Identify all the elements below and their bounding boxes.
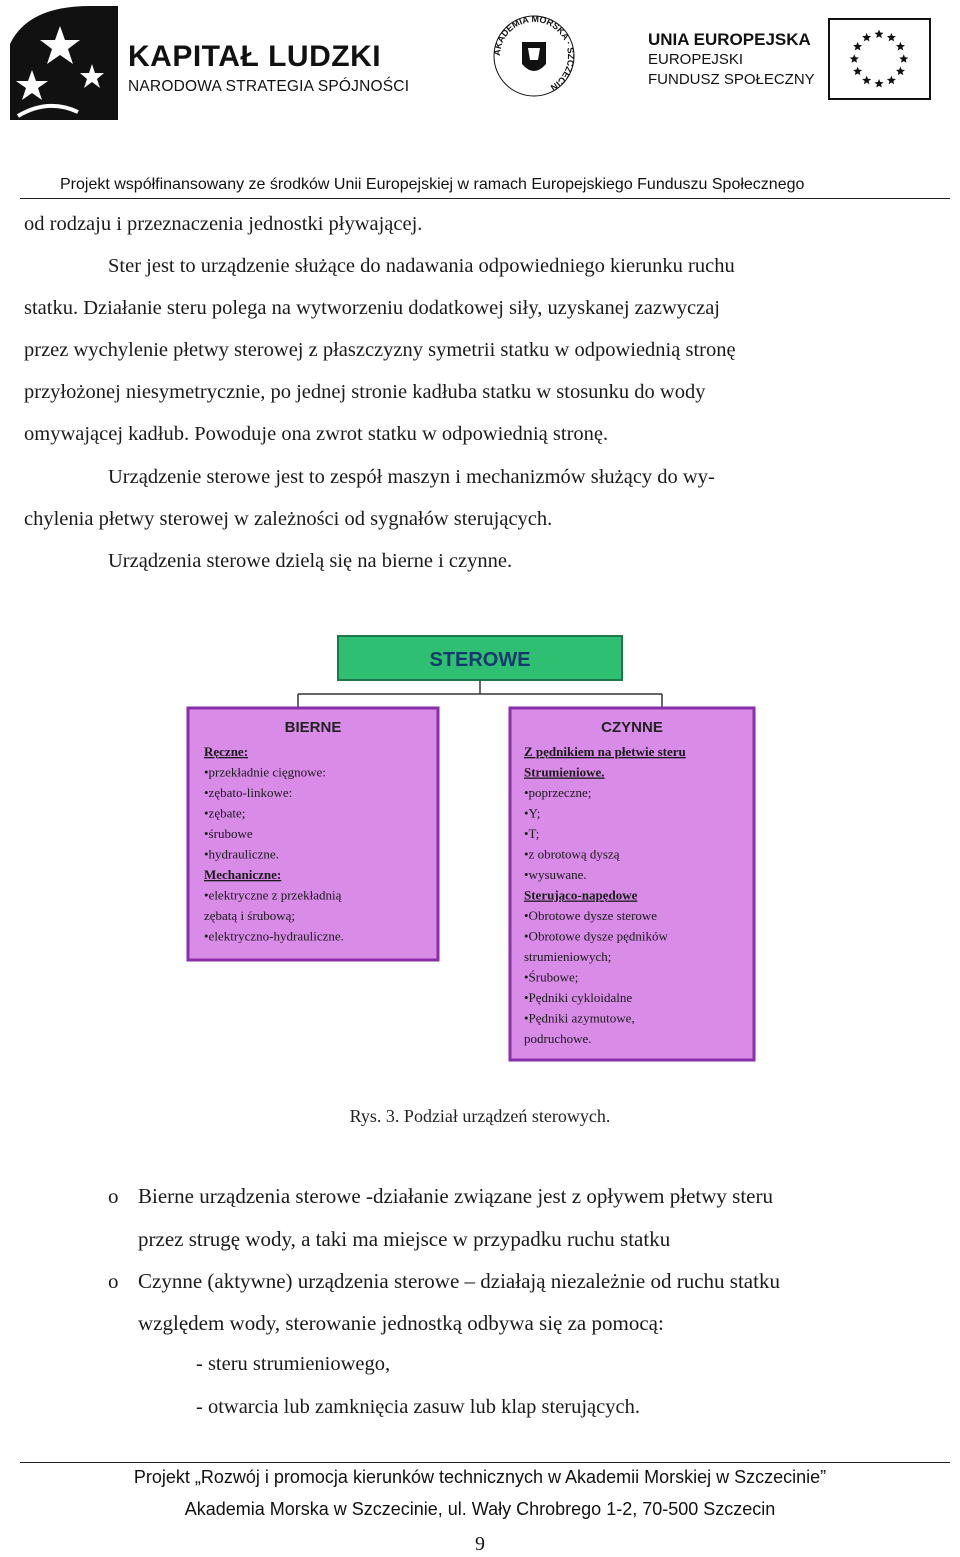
right-box-item: •poprzeczne; [524, 785, 592, 800]
left-box-item: zębatą i śrubową; [204, 908, 295, 923]
bullet-marker: o [108, 1184, 119, 1208]
eu-line-1: UNIA EUROPEJSKA [648, 30, 811, 49]
eu-line-3: FUNDUSZ SPOŁECZNY [648, 71, 815, 88]
root-label: STEROWE [429, 649, 531, 671]
right-box-item: •z obrotową dyszą [524, 846, 620, 862]
paragraph-2-line-2: chylenia płetwy sterowej w zależności od sygnałów sterujących. [24, 508, 553, 530]
left-box-title: BIERNE [284, 719, 342, 736]
right-box [510, 708, 754, 1060]
eu-star-icon [850, 54, 859, 63]
left-box-item: •zębato-linkowe: [204, 785, 293, 800]
paragraph-2-line-1: Urządzenie sterowe jest to zespół maszyn i mechanizmów służący do wy- [108, 466, 715, 488]
left-box-item: •elektryczne z przekładnią [204, 887, 342, 903]
sub-item-2: - otwarcia lub zamknięcia zasuw lub klap sterujących. [196, 1396, 640, 1418]
paragraph-1-line-5: omywającej kadłub. Powoduje ona zwrot statku w odpowiednią stronę. [24, 423, 609, 445]
right-box-item: podruchowe. [524, 1031, 592, 1046]
right-box-title: CZYNNE [601, 719, 663, 736]
left-box-item: •elektryczno-hydrauliczne. [204, 928, 344, 944]
footer-address: Akademia Morska w Szczecinie, ul. Wały Chrobrego 1-2, 70-500 Szczecin [184, 1499, 776, 1519]
right-box-item: •Y; [524, 805, 541, 821]
header-divider [20, 198, 950, 199]
bullet-2-line-1: Czynne (aktywne) urządzenia sterowe – działają niezależnie od ruchu statku [138, 1269, 780, 1293]
akademia-morska-seal [492, 14, 576, 98]
right-box-item: •Obrotowe dysze sterowe [524, 908, 658, 923]
eu-star-icon [862, 76, 871, 85]
eu-star-icon [887, 33, 896, 42]
eu-star-icon [874, 79, 883, 88]
eu-star-icon [853, 67, 862, 76]
paragraph-continuation: od rodzaju i przeznaczenia jednostki pływającej. [24, 213, 423, 235]
footer-divider [20, 1462, 950, 1463]
eu-flag-icon [828, 18, 931, 100]
left-box-item: •śrubowe [204, 826, 253, 841]
eu-star-icon [874, 30, 883, 39]
right-box-item: Z pędnikiem na płetwie steru [524, 744, 686, 759]
cofinance-note: Projekt współfinansowany ze środków Unii Europejskiej w ramach Europejskiego Funduszu Społecznego [60, 176, 805, 193]
eu-star-icon [896, 67, 905, 76]
left-box-item: •zębate; [204, 805, 246, 821]
eu-line-2: EUROPEJSKI [648, 51, 744, 68]
left-box-item: •przekładnie cięgnowe: [204, 764, 326, 780]
right-box-item: Strumieniowe. [524, 764, 605, 780]
brand-subtitle: NARODOWA STRATEGIA SPÓJNOŚCI [128, 78, 410, 95]
diagram-connectors [298, 680, 662, 708]
eu-star-icon [887, 76, 896, 85]
footer-project: Projekt „Rozwój i promocja kierunków technicznych w Akademii Morskiej w Szczecinie” [133, 1467, 827, 1487]
right-box-item: •Obrotowe dysze pędników [524, 928, 668, 944]
paragraph-1-line-1: Ster jest to urządzenie służące do nadawania odpowiedniego kierunku ruchu [108, 255, 735, 277]
sub-item-1: - steru strumieniowego, [196, 1353, 391, 1375]
paragraph-1-line-2: statku. Działanie steru polega na wytworzeniu dodatkowej siły, uzyskanej zazwyczaj [24, 297, 720, 319]
paragraph-1-line-3: przez wychylenie płetwy sterowej z płaszczyzny symetrii statku w odpowiednią stronę [24, 339, 736, 361]
eu-star-icon [899, 54, 908, 63]
right-box-item: •T; [524, 826, 540, 841]
eu-star-icon [896, 42, 905, 51]
eu-fund-text [648, 30, 815, 90]
bullet-2-line-2: względem wody, sterowanie jednostką odbywa się za pomocą: [138, 1311, 664, 1335]
seal-ring-text: AKADEMIA MORSKA · SZCZECIN [492, 14, 576, 93]
brand-title: KAPITAŁ LUDZKI [128, 40, 382, 73]
left-box-item: •hydrauliczne. [204, 846, 279, 862]
page-number: 9 [475, 1533, 485, 1555]
left-box-item: Mechaniczne: [204, 867, 282, 882]
right-box-item: •Śrubowe; [524, 969, 579, 985]
page-header [0, 0, 960, 200]
left-box-item: Ręczne: [204, 744, 249, 759]
right-box-item: strumieniowych; [524, 949, 612, 964]
bullet-1-line-2: przez strugę wody, a taki ma miejsce w przypadku ruchu statku [138, 1227, 671, 1251]
right-box-item: •Pędniki cykloidalne [524, 990, 633, 1005]
eu-star-icon [862, 33, 871, 42]
steering-classification-diagram [180, 628, 780, 1068]
bullet-1-line-1: Bierne urządzenia sterowe -działanie związane jest z opływem płetwy steru [138, 1184, 773, 1208]
paragraph-1-line-4: przyłożonej niesymetrycznie, po jednej stronie kadłuba statku w stosunku do wody [24, 381, 706, 403]
paragraph-3: Urządzenia sterowe dzielą się na bierne i czynne. [108, 550, 513, 572]
right-box-item: •Pędniki azymutowe, [524, 1010, 635, 1026]
right-box-item: •wysuwane. [524, 867, 587, 882]
right-box-item: Sterująco-napędowe [524, 887, 638, 903]
figure-caption: Rys. 3. Podział urządzeń sterowych. [349, 1106, 611, 1126]
bullet-marker: o [108, 1269, 119, 1293]
kapital-ludzki-logo [8, 4, 120, 122]
eu-star-icon [853, 42, 862, 51]
